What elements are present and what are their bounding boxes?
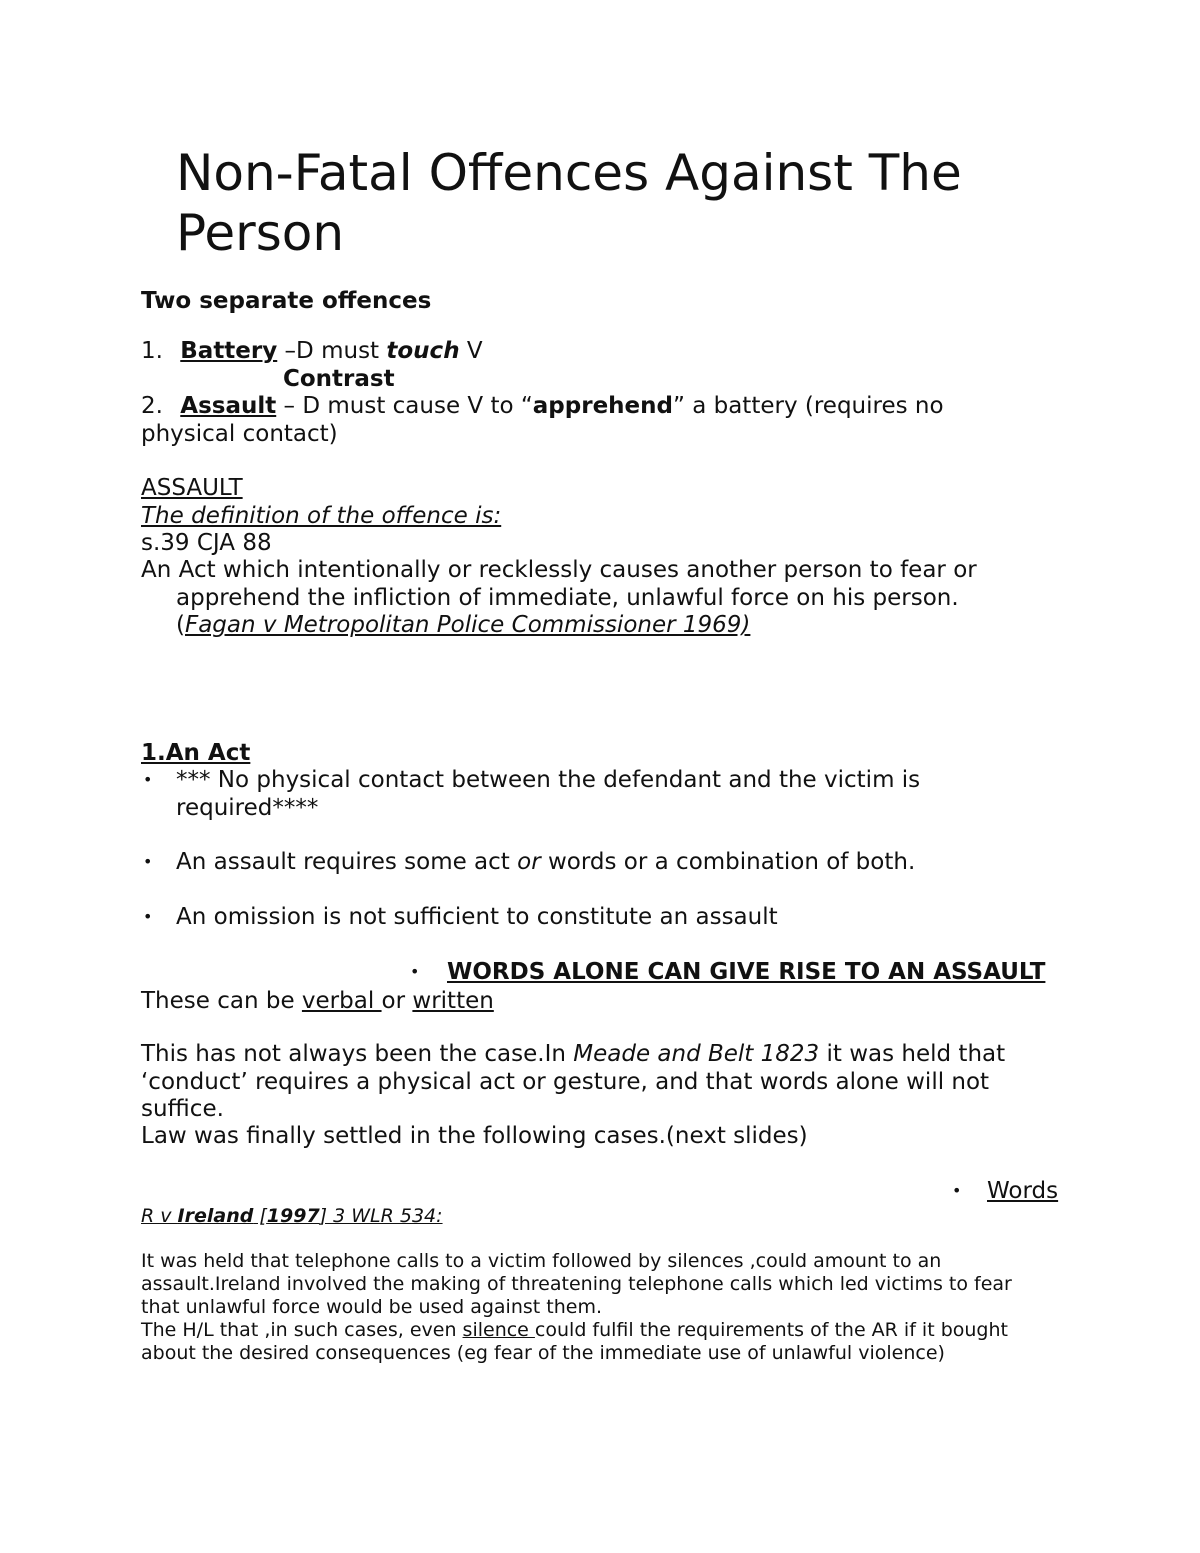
- words-line-a: These can be: [141, 988, 302, 1014]
- page-title-line2: Person: [176, 204, 345, 262]
- case-citation-ireland: [141, 1205, 443, 1228]
- case-ireland-year: 1997: [266, 1205, 320, 1227]
- case-ireland-name: Ireland: [177, 1205, 254, 1227]
- bullet-icon: •: [952, 1181, 962, 1200]
- history-text-a: This has not always been the case.In: [141, 1041, 574, 1067]
- bullet-icon: •: [410, 962, 420, 981]
- battery-text: –D must: [277, 338, 387, 364]
- bullet1-line2: required****: [176, 795, 319, 821]
- battery-text-end: V: [459, 338, 483, 364]
- case-ireland-e: ] 3 WLR 534:: [319, 1205, 443, 1227]
- bullet3: An omission is not sufficient to constitute an assault: [176, 904, 778, 930]
- emph-touch: touch: [386, 338, 460, 364]
- an-act-heading: 1.An Act: [141, 740, 251, 766]
- contrast-label: Contrast: [283, 366, 395, 392]
- statute-reference: s.39 CJA 88: [141, 530, 272, 556]
- bullet-icon: •: [143, 852, 153, 871]
- word-silence: silence: [462, 1319, 535, 1341]
- term-assault: Assault: [180, 393, 277, 419]
- list-number: 2.: [141, 393, 163, 419]
- word-written: written: [412, 988, 494, 1014]
- ireland-line2: assault.Ireland involved the making of threatening telephone calls which led victims to fear: [141, 1273, 1012, 1295]
- ireland-l4-b: could fulfil the requirements of the AR if it bought: [534, 1319, 1008, 1341]
- verbal-written-line: [141, 987, 494, 1015]
- case-ireland-a: R v: [141, 1205, 178, 1227]
- bullet2-text-b: words or a combination of both.: [540, 849, 916, 875]
- assault-text-end: ” a battery (requires no: [672, 393, 944, 419]
- case-ireland-c: [: [253, 1205, 267, 1227]
- words-or: or: [381, 988, 413, 1014]
- definition-label: The definition of the offence is:: [141, 503, 502, 529]
- case-citation-fagan: [176, 611, 750, 639]
- case-meade-belt: Meade and Belt 1823: [573, 1041, 820, 1067]
- definition-line2: apprehend the infliction of immediate, unlawful force on his person.: [176, 585, 959, 611]
- list-item-battery: [141, 337, 483, 365]
- bullet2-text-a: An assault requires some act: [176, 849, 518, 875]
- bullet2-or: or: [517, 849, 541, 875]
- emph-apprehend: apprehend: [532, 393, 673, 419]
- section-heading-two-offences: Two separate offences: [141, 288, 432, 314]
- ireland-l4-a: The H/L that ,in such cases, even: [141, 1319, 463, 1341]
- bullet-icon: •: [143, 907, 153, 926]
- list-item-assault: [141, 392, 944, 420]
- history-line3: suffice.: [141, 1096, 224, 1122]
- assault-continuation: physical contact): [141, 421, 338, 447]
- list-number: 1.: [141, 338, 163, 364]
- case-fagan: Fagan v Metropolitan Police Commissioner 1969): [184, 612, 751, 638]
- history-line1: [141, 1040, 1005, 1068]
- ireland-line1: It was held that telephone calls to a victim followed by silences ,could amount to an: [141, 1250, 942, 1272]
- word-verbal: verbal: [301, 988, 382, 1014]
- ireland-line5: about the desired consequences (eg fear of the immediate use of unlawful violence): [141, 1342, 945, 1364]
- ireland-line3: that unlawful force would be used against them.: [141, 1296, 602, 1318]
- words-heading: WORDS ALONE CAN GIVE RISE TO AN ASSAULT: [447, 959, 1046, 985]
- paren-open: (: [176, 612, 185, 638]
- bullet2: [176, 848, 915, 876]
- term-battery: Battery: [180, 338, 278, 364]
- history-line4: Law was finally settled in the following cases.(next slides): [141, 1123, 808, 1149]
- definition-line1: An Act which intentionally or recklessly causes another person to fear or: [141, 557, 977, 583]
- assault-text: – D must cause V to “: [276, 393, 533, 419]
- assault-heading: ASSAULT: [141, 475, 243, 501]
- history-text-b: it was held that: [819, 1041, 1006, 1067]
- history-line2: ‘conduct’ requires a physical act or gesture, and that words alone will not: [141, 1069, 990, 1095]
- ireland-line4: [141, 1319, 1008, 1342]
- words-bullet: Words: [987, 1178, 1059, 1204]
- bullet-icon: •: [143, 770, 153, 789]
- bullet1-line1: *** No physical contact between the defendant and the victim is: [176, 767, 921, 793]
- page-title-line1: Non-Fatal Offences Against The: [176, 144, 962, 202]
